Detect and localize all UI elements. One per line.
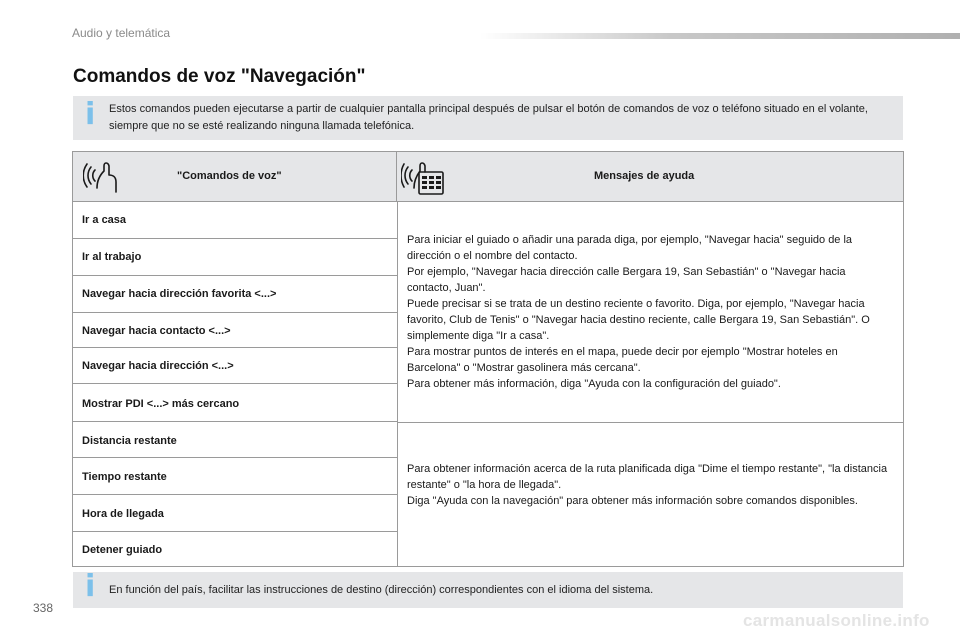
- command-row: [73, 422, 397, 458]
- command-row: [73, 239, 397, 276]
- help-message-line: Por ejemplo, "Navegar hacia dirección calle Bergara 19, San Sebastián" o "Navegar hacia contacto, Juan".: [407, 266, 846, 294]
- info-note-top: [73, 96, 903, 140]
- command-label: Ir a casa: [82, 214, 127, 226]
- command-label: Distancia restante: [82, 435, 177, 447]
- command-label: Navegar hacia dirección favorita <...>: [82, 288, 277, 300]
- voice-command-icon: [83, 158, 123, 196]
- command-row: [73, 532, 397, 566]
- help-message-line: Puede precisar si se trata de un destino reciente o favorito. Diga, por ejemplo, "Navegar hacia favorito, Club de Tenis" o "Navegar hacia destino reciente, calle Bergara 19, San Sebastián". O simplemente diga "Ir a casa".: [407, 298, 870, 342]
- header-cell-messages: [397, 152, 903, 202]
- command-row: [73, 313, 397, 348]
- help-message-line: Diga "Ayuda con la navegación" para obtener más información sobre comandos disponibles.: [407, 495, 858, 507]
- watermark: carmanualsonline.info: [743, 611, 930, 630]
- info-note-top-text: Estos comandos pueden ejecutarse a partir de cualquier pantalla principal después de pulsar el botón de comandos de voz o teléfono situado en el volante, siempre que no se esté realizando ninguna llamada telefónica.: [109, 103, 868, 132]
- command-label: Detener guiado: [82, 544, 163, 556]
- page-number: 338: [33, 601, 54, 615]
- command-row: [73, 384, 397, 422]
- command-label: Hora de llegada: [82, 508, 164, 520]
- help-message-line: Para obtener información acerca de la ruta planificada diga "Dime el tiempo restante", "la distancia restante" o "la hora de llegada".: [407, 463, 888, 491]
- header-commands-label: "Comandos de voz": [177, 170, 282, 182]
- voice-commands-table: [72, 151, 904, 567]
- command-row: [73, 276, 397, 313]
- info-icon: i: [85, 97, 96, 132]
- help-message-line: Para obtener más información, diga "Ayuda con la configuración del guiado".: [407, 378, 781, 390]
- page-title: Comandos de voz "Navegación": [73, 66, 366, 87]
- command-row: [73, 458, 397, 495]
- help-message-route-info: [407, 461, 893, 509]
- command-label: Navegar hacia dirección <...>: [82, 360, 234, 372]
- voice-help-icon: [401, 158, 445, 198]
- column-divider: [397, 202, 398, 566]
- command-row: [73, 495, 397, 532]
- command-row: [73, 202, 397, 239]
- command-label: Mostrar PDI <...> más cercano: [82, 398, 240, 410]
- section-header: Audio y telemática: [72, 26, 171, 40]
- header-cell-commands: [73, 152, 397, 202]
- group-divider: [398, 422, 903, 423]
- help-message-line: Para mostrar puntos de interés en el mapa, puede decir por ejemplo "Mostrar hoteles en Barcelona" o "Mostrar gasolinera más cercana".: [407, 346, 838, 374]
- header-messages-label: Mensajes de ayuda: [594, 170, 695, 182]
- command-label: Navegar hacia contacto <...>: [82, 325, 231, 337]
- command-label: Ir al trabajo: [82, 251, 142, 263]
- help-message-line: Para iniciar el guiado o añadir una parada diga, por ejemplo, "Navegar hacia" seguido de la dirección o el nombre del contacto.: [407, 234, 853, 262]
- header-divider: [480, 33, 960, 39]
- info-note-bottom-text: En función del país, facilitar las instrucciones de destino (dirección) correspondientes con el idioma del sistema.: [109, 584, 654, 596]
- command-label: Tiempo restante: [82, 471, 167, 483]
- help-message-navigation: [407, 232, 893, 392]
- info-note-bottom: [73, 569, 903, 608]
- command-row: [73, 348, 397, 384]
- info-icon: i: [85, 569, 96, 604]
- table-header-row: [73, 152, 903, 202]
